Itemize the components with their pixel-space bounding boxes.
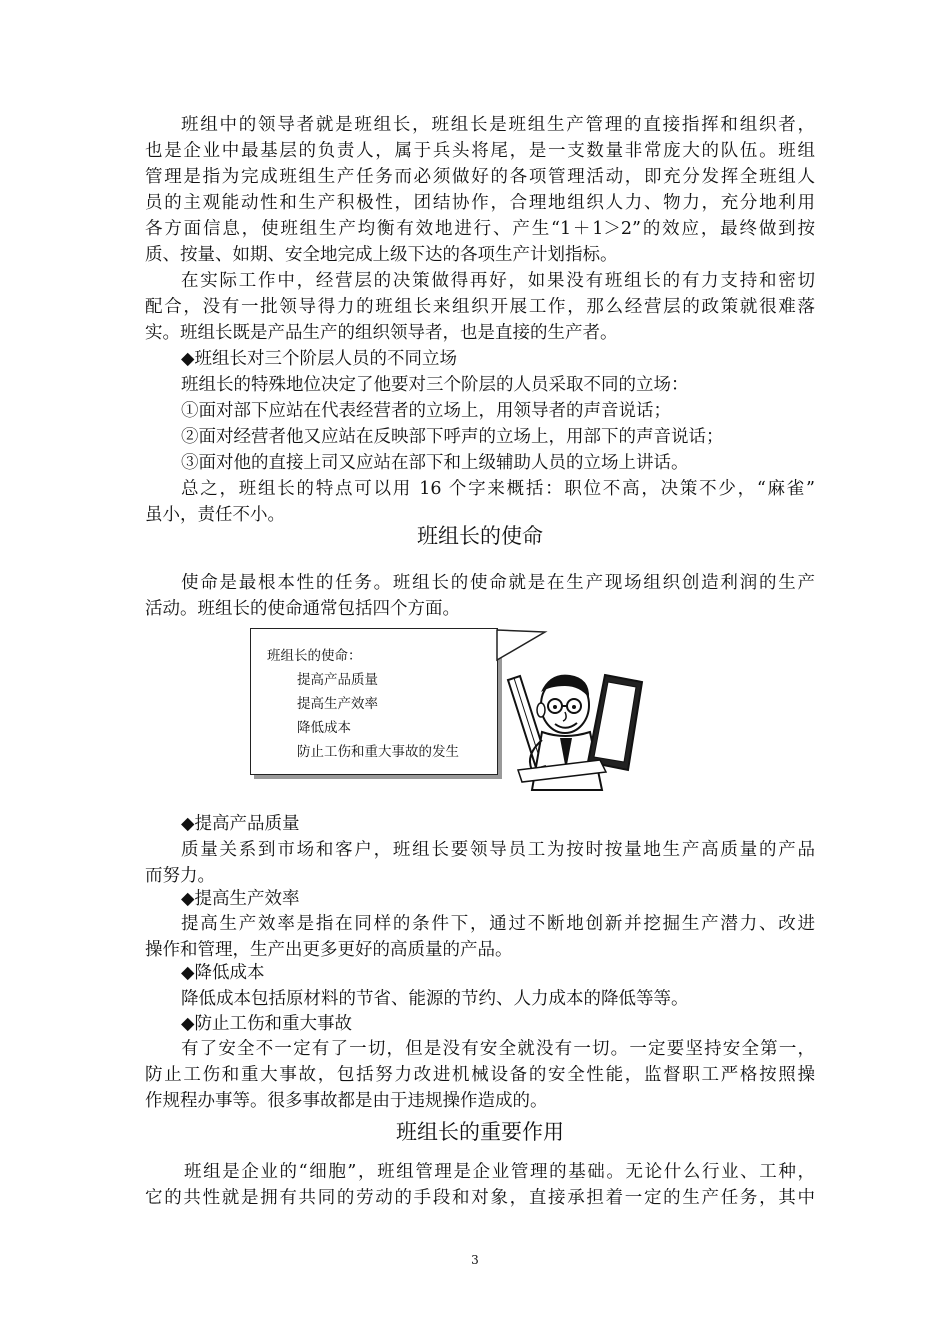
callout-item: 降低成本 [297,720,351,736]
paragraph-line: 各方面信息，使班组生产均衡有效地进行、产生“1＋1＞2”的效应，最终做到按 [145,219,815,239]
paragraph-line: 班组中的领导者就是班组长，班组长是班组生产管理的直接指挥和组织者， [181,115,815,135]
bullet-heading: ◆防止工伤和重大事故 [181,1014,352,1034]
callout-item: 防止工伤和重大事故的发生 [297,744,459,760]
paragraph-line: 在实际工作中，经营层的决策做得再好，如果没有班组长的有力支持和密切 [181,271,815,291]
paragraph-line: 管理是指为完成班组生产任务而必须做好的各项管理活动，即充分发挥全班组人 [145,167,815,187]
bullet-heading: ◆提高生产效率 [181,889,300,909]
callout-item: 提高产品质量 [297,672,378,688]
list-item: ②面对经营者他又应站在反映部下呼声的立场上，用部下的声音说话； [181,427,724,447]
paragraph-line: 操作和管理，生产出更多更好的高质量的产品。 [145,940,513,960]
list-item: ①面对部下应站在代表经营者的立场上，用领导者的声音说话； [181,401,671,421]
paragraph-line: 质量关系到市场和客户，班组长要领导员工为按时按量地生产高质量的产品 [181,840,815,860]
list-item: ③面对他的直接上司又应站在部下和上级辅助人员的立场上讲话。 [181,453,689,473]
paragraph-line: 班组是企业的“细胞”，班组管理是企业管理的基础。无论什么行业、工种， [184,1162,815,1182]
paragraph-line: 班组长的特殊地位决定了他要对三个阶层的人员采取不同的立场： [181,375,689,395]
callout-title: 班组长的使命： [267,648,362,664]
bullet-heading: ◆降低成本 [181,963,265,983]
paragraph-line: 有了安全不一定有了一切，但是没有安全就没有一切。一定要坚持安全第一， [181,1039,815,1059]
paragraph-line: 也是企业中最基层的负责人，属于兵头将尾，是一支数量非常庞大的队伍。班组 [145,141,815,161]
paragraph-line: 总之，班组长的特点可以用 16 个字来概括：职位不高，决策不少，“麻雀” [181,479,815,499]
paragraph-line: 使命是最根本性的任务。班组长的使命就是在生产现场组织创造利润的生产 [181,573,815,593]
paragraph-line: 作规程办事等。很多事故都是由于违规操作造成的。 [145,1091,548,1111]
bullet-heading: ◆提高产品质量 [181,814,300,834]
paragraph-line: 虽小，责任不小。 [145,505,285,525]
cartoon-man-with-pen-icon [250,620,650,800]
section-heading-role: 班组长的重要作用 [396,1120,564,1144]
paragraph-line: 配合，没有一批领导得力的班组长来组织开展工作，那么经营层的政策就很难落 [145,297,815,317]
paragraph-line: 提高生产效率是指在同样的条件下，通过不断地创新并挖掘生产潜力、改进 [181,914,815,934]
paragraph-line: 质、按量、如期、安全地完成上级下达的各项生产计划指标。 [145,245,618,265]
bullet-heading: ◆班组长对三个阶层人员的不同立场 [181,349,457,369]
paragraph-line: 降低成本包括原材料的节省、能源的节约、人力成本的降低等等。 [181,989,689,1009]
paragraph-line: 活动。班组长的使命通常包括四个方面。 [145,599,460,619]
paragraph-line: 防止工伤和重大事故，包括努力改进机械设备的安全性能，监督职工严格按照操 [145,1065,815,1085]
mission-illustration [250,620,650,800]
page-number: 3 [471,1253,479,1267]
paragraph-line: 员的主观能动性和生产积极性，团结协作，合理地组织人力、物力，充分地利用 [145,193,815,213]
callout-item: 提高生产效率 [297,696,378,712]
paragraph-line: 实。班组长既是产品生产的组织领导者，也是直接的生产者。 [145,323,618,343]
paragraph-line: 它的共性就是拥有共同的劳动的手段和对象，直接承担着一定的生产任务，其中 [145,1188,815,1208]
paragraph-line: 而努力。 [145,866,215,886]
section-heading-mission: 班组长的使命 [417,524,543,548]
